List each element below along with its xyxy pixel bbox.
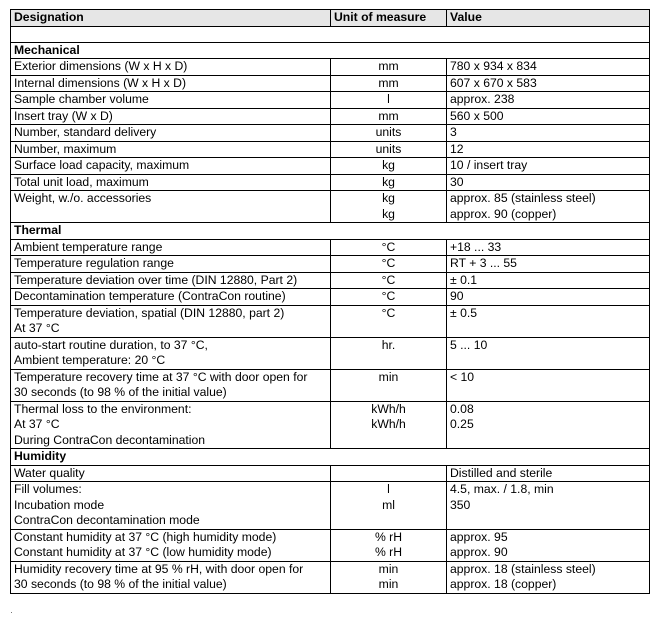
stray-dot [11,612,12,613]
value-text: 10 / insert tray [450,158,528,172]
value-text: ± 0.1 [450,272,478,287]
value-cell [447,158,650,175]
unit-cell [331,191,447,223]
unit-text: kg [382,174,395,189]
designation-text: Temperature recovery time at 37 °C with door open for [14,369,308,384]
value-cell [447,482,650,530]
value-cell [447,92,650,109]
designation-text: At 37 °C [14,321,60,335]
unit-text: hr. [381,337,396,352]
value-cell [447,369,650,401]
value-cell [447,141,650,158]
designation-cell [11,141,331,158]
table-row [11,465,650,482]
designation-text: auto-start routine duration, to 37 °C, [14,337,208,352]
header-value: Value [447,10,650,27]
unit-text: units [375,125,402,139]
table-row [11,256,650,273]
value-text: approx. 95 [450,529,508,544]
value-text: approx. 90 [450,545,508,559]
table-row [11,125,650,142]
unit-cell [331,174,447,191]
value-text: 12 [450,141,464,156]
unit-cell [331,158,447,175]
unit-text: °C [381,289,396,303]
designation-cell [11,92,331,109]
table-row [11,482,650,530]
value-text: 607 x 670 x 583 [450,75,537,90]
unit-cell [331,401,447,449]
designation-cell [11,75,331,92]
value-cell [447,75,650,92]
unit-text: mm [378,108,399,123]
table-row [11,92,650,109]
designation-text: Ambient temperature range [14,239,163,254]
unit-cell [331,108,447,125]
blank-spacer-row [11,26,650,42]
value-text: RT + 3 ... 55 [450,256,517,270]
table-row [11,289,650,306]
value-text: < 10 [450,369,475,384]
unit-cell [331,239,447,256]
value-text: +18 ... 33 [450,239,502,254]
value-cell [447,529,650,561]
value-cell [447,305,650,337]
specifications-table-body [11,10,650,594]
designation-text: Fill volumes: [14,482,82,496]
designation-text: Temperature deviation, spatial (DIN 12880, part 2) [14,305,285,320]
value-cell [447,239,650,256]
designation-cell [11,239,331,256]
unit-cell [331,529,447,561]
unit-text: min [378,369,399,384]
designation-cell [11,369,331,401]
designation-text: Internal dimensions (W x H x D) [14,75,187,90]
header-designation: Designation [11,10,331,27]
unit-cell [331,337,447,369]
table-header-row [11,10,650,27]
value-cell [447,289,650,306]
unit-text: units [375,141,402,156]
designation-cell [11,337,331,369]
unit-text: °C [381,305,396,320]
designation-text: Sample chamber volume [14,92,149,106]
designation-text: ContraCon decontamination mode [14,513,200,527]
designation-cell [11,482,331,530]
table-row [11,174,650,191]
value-text: 30 [450,174,464,189]
unit-cell [331,75,447,92]
value-cell [447,59,650,76]
designation-text: Exterior dimensions (W x H x D) [14,59,188,73]
value-text: ± 0.5 [450,305,478,320]
table-row [11,337,650,369]
header-unit: Unit of measure [331,10,447,27]
unit-text [334,466,443,482]
value-text: approx. 18 (stainless steel) [450,561,596,576]
unit-cell [331,59,447,76]
designation-cell [11,59,331,76]
unit-cell [331,92,447,109]
section-header-row [11,223,650,240]
table-row [11,529,650,561]
table-row [11,561,650,593]
table-row [11,305,650,337]
designation-text: Ambient temperature: 20 °C [14,353,166,367]
value-text: 0.25 [450,417,474,431]
designation-cell [11,289,331,306]
designation-text: 30 seconds (to 98 % of the initial value) [14,577,227,591]
unit-text: min [378,577,399,591]
unit-cell [331,305,447,337]
value-text: 90 [450,289,464,303]
specifications-table [10,9,650,594]
value-cell [447,401,650,449]
designation-text: Humidity recovery time at 95 % rH, with door open for [14,561,304,576]
designation-cell [11,401,331,449]
designation-cell [11,465,331,482]
value-cell [447,108,650,125]
designation-text: Incubation mode [14,497,105,512]
unit-text: kWh/h [371,417,406,431]
unit-text: mm [378,59,399,73]
designation-text: At 37 °C [14,417,60,431]
table-row [11,272,650,289]
section-header-row [11,449,650,466]
value-cell [447,174,650,191]
unit-text: ml [382,497,395,512]
designation-text: Number, standard delivery [14,125,157,139]
unit-text: °C [381,239,396,254]
designation-text: Number, maximum [14,141,117,156]
value-text: 5 ... 10 [450,337,488,352]
unit-text: min [378,561,399,576]
designation-cell [11,158,331,175]
designation-cell [11,191,331,223]
value-cell [447,256,650,273]
unit-text: l [387,92,390,106]
designation-text: Decontamination temperature (ContraCon routine) [14,289,286,303]
unit-text: kg [382,206,395,221]
value-cell [447,561,650,593]
designation-text: Water quality [14,465,85,480]
designation-text: Insert tray (W x D) [14,108,113,123]
unit-cell [331,561,447,593]
table-row [11,141,650,158]
unit-text: % rH [374,545,403,559]
value-cell [447,337,650,369]
value-text: 780 x 934 x 834 [450,59,537,73]
value-text: 3 [450,125,457,139]
value-cell [447,272,650,289]
table-row [11,239,650,256]
value-text: 560 x 500 [450,108,504,123]
value-text: 4.5, max. / 1.8, min [450,482,554,496]
designation-text: Surface load capacity, maximum [14,158,190,172]
table-row [11,401,650,449]
unit-cell [331,482,447,530]
section-header-row [11,42,650,59]
value-cell [447,191,650,223]
value-cell [447,465,650,482]
unit-text: °C [381,256,396,270]
unit-text: °C [381,272,396,287]
designation-text: Temperature deviation over time (DIN 12880, Part 2) [14,272,298,287]
designation-text: Thermal loss to the environment: [14,401,192,416]
table-row [11,369,650,401]
designation-cell [11,529,331,561]
designation-text: Temperature regulation range [14,256,174,270]
designation-cell [11,108,331,125]
value-text: approx. 238 [450,92,515,106]
unit-cell [331,369,447,401]
designation-cell [11,272,331,289]
table-row [11,75,650,92]
unit-cell [331,125,447,142]
unit-cell [331,141,447,158]
unit-text: l [387,482,390,496]
value-text: approx. 85 (stainless steel) [450,191,596,205]
designation-cell [11,125,331,142]
unit-cell [331,272,447,289]
unit-text: mm [378,75,399,90]
designation-cell [11,561,331,593]
value-text: approx. 90 (copper) [450,206,557,221]
section-title: Thermal [11,223,650,240]
unit-cell [331,256,447,273]
unit-text: kWh/h [371,401,406,416]
unit-cell [331,465,447,482]
value-text: 0.08 [450,401,474,416]
section-title: Mechanical [11,42,650,59]
designation-text: During ContraCon decontamination [14,432,206,447]
designation-text: Weight, w./o. accessories [14,191,152,205]
unit-text: kg [382,158,395,172]
value-text: Distilled and sterile [450,465,553,480]
unit-text: kg [382,191,395,205]
designation-text: Total unit load, maximum [14,174,149,189]
value-text: 350 [450,497,471,512]
designation-cell [11,305,331,337]
designation-cell [11,174,331,191]
section-title: Humidity [11,449,650,466]
table-row [11,191,650,223]
unit-cell [331,289,447,306]
designation-cell [11,256,331,273]
value-cell [447,125,650,142]
designation-text: 30 seconds (to 98 % of the initial value) [14,385,227,399]
designation-text: Constant humidity at 37 °C (low humidity mode) [14,545,272,559]
blank-cell [11,26,650,42]
designation-text: Constant humidity at 37 °C (high humidity mode) [14,529,277,544]
unit-text: % rH [374,529,403,544]
table-row [11,108,650,125]
table-row [11,158,650,175]
table-row [11,59,650,76]
value-text: approx. 18 (copper) [450,577,557,591]
